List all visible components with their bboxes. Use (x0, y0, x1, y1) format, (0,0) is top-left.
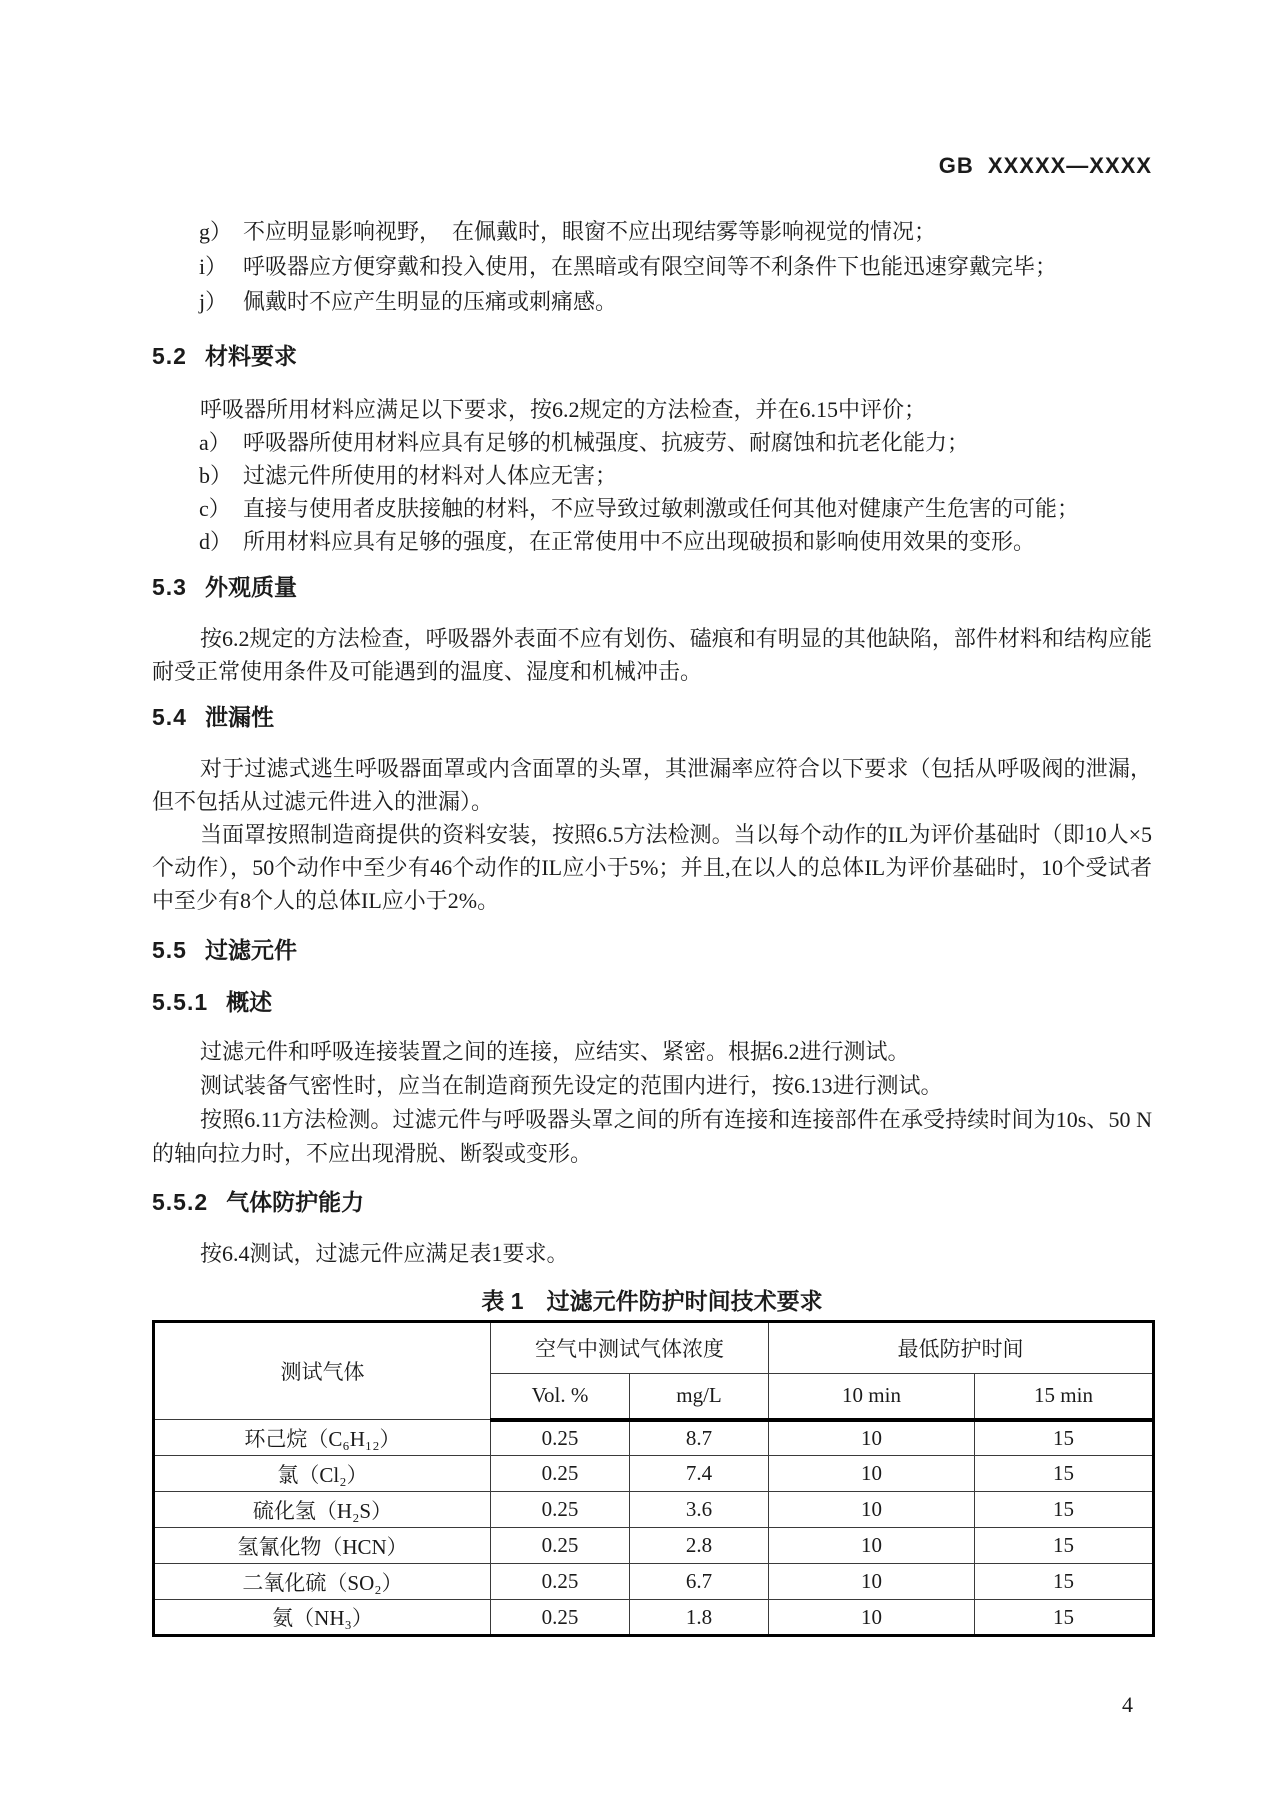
section-number: 5.3 (152, 574, 187, 600)
list-item-text: 呼吸器所使用材料应具有足够的机械强度、抗疲劳、耐腐蚀和抗老化能力； (243, 430, 970, 455)
cell-10min: 10 (769, 1600, 975, 1636)
subsection-number: 5.5.1 (152, 989, 209, 1015)
cell-volpct: 0.25 (491, 1564, 630, 1600)
section-heading-5-3 (152, 572, 1152, 602)
cell-mgl: 1.8 (630, 1600, 769, 1636)
subsection-title: 气体防护能力 (226, 1189, 365, 1215)
table-header-concentration-group: 空气中测试气体浓度 (491, 1322, 769, 1374)
cell-gas-name: 氨（NH₃） (154, 1600, 491, 1636)
preamble-clause-list (152, 214, 1152, 319)
list-item-marker: b） (199, 463, 233, 488)
list-item (152, 214, 1152, 249)
cell-15min: 15 (975, 1456, 1154, 1492)
table-header-volpct: Vol. % (491, 1374, 630, 1420)
cell-10min: 10 (769, 1564, 975, 1600)
table-header-row-groups (154, 1322, 1154, 1374)
list-item (152, 426, 1152, 459)
section-title: 外观质量 (204, 574, 297, 600)
section-number: 5.2 (152, 343, 187, 369)
table-row (154, 1456, 1154, 1492)
list-item-marker: a） (199, 430, 231, 455)
table-row (154, 1420, 1154, 1456)
table-header-10min: 10 min (769, 1374, 975, 1420)
cell-10min: 10 (769, 1420, 975, 1456)
table-caption: 表 1 过滤元件防护时间技术要求 (481, 1288, 823, 1314)
protection-time-table (152, 1320, 1155, 1637)
list-item-text: 佩戴时不应产生明显的压痛或刺痛感。 (243, 289, 618, 314)
subsection-title: 概述 (226, 989, 273, 1015)
list-item-text: 呼吸器应方便穿戴和投入使用，在黑暗或有限空间等不利条件下也能迅速穿戴完毕； (243, 254, 1058, 279)
list-item-marker: c） (199, 496, 231, 521)
list-item-text: 不应明显影响视野， 在佩戴时，眼窗不应出现结雾等影响视觉的情况； (243, 219, 937, 244)
table-row (154, 1564, 1154, 1600)
standard-code-header: GB XXXXX—XXXX (938, 153, 1152, 178)
page-number: 4 (1122, 1692, 1133, 1717)
cell-gas-name: 硫化氢（H₂S） (154, 1492, 491, 1528)
cell-volpct: 0.25 (491, 1420, 630, 1456)
cell-10min: 10 (769, 1492, 975, 1528)
list-item (152, 525, 1152, 558)
list-item (152, 284, 1152, 319)
list-item-marker: g） (199, 219, 233, 244)
subsection-heading-5-5-2 (152, 1187, 1152, 1217)
cell-10min: 10 (769, 1528, 975, 1564)
table-header-min-protection-group: 最低防护时间 (769, 1322, 1154, 1374)
list-item-text: 所用材料应具有足够的强度，在正常使用中不应出现破损和影响使用效果的变形。 (243, 529, 1036, 554)
section-heading-5-4 (152, 702, 1152, 732)
table-row (154, 1600, 1154, 1636)
material-clause-list (152, 426, 1152, 558)
list-item (152, 492, 1152, 525)
cell-gas-name: 氢氰化物（HCN） (154, 1528, 491, 1564)
cell-15min: 15 (975, 1600, 1154, 1636)
subsection-number: 5.5.2 (152, 1189, 209, 1215)
cell-volpct: 0.25 (491, 1600, 630, 1636)
table-row (154, 1528, 1154, 1564)
list-item-marker: d） (199, 529, 233, 554)
section-number: 5.4 (152, 704, 187, 730)
list-item (152, 459, 1152, 492)
paragraph: 按照6.11方法检测。过滤元件与呼吸器头罩之间的所有连接和连接部件在承受持续时间为10s、50 N 的轴向拉力时，不应出现滑脱、断裂或变形。 (152, 1107, 1152, 1166)
cell-gas-name: 二氧化硫（SO₂） (154, 1564, 491, 1600)
section-number: 5.5 (152, 937, 187, 963)
list-item-marker: i） (199, 254, 228, 279)
cell-15min: 15 (975, 1528, 1154, 1564)
paragraph: 按6.4测试，过滤元件应满足表1要求。 (200, 1241, 569, 1266)
paragraph: 对于过滤式逃生呼吸器面罩或内含面罩的头罩，其泄漏率应符合以下要求（包括从呼吸阀的泄漏，但不包括从过滤元件进入的泄漏）。 (152, 756, 1152, 814)
paragraph: 过滤元件和呼吸连接装置之间的连接，应结实、紧密。根据6.2进行测试。 (200, 1039, 910, 1064)
cell-gas-name: 氯（Cl₂） (154, 1456, 491, 1492)
list-item-text: 直接与使用者皮肤接触的材料，不应导致过敏刺激或任何其他对健康产生危害的可能； (243, 496, 1080, 521)
cell-volpct: 0.25 (491, 1528, 630, 1564)
cell-volpct: 0.25 (491, 1456, 630, 1492)
section-heading-5-2 (152, 341, 1152, 371)
list-item-text: 过滤元件所使用的材料对人体应无害； (243, 463, 618, 488)
table-header-test-gas: 测试气体 (154, 1322, 491, 1420)
section-heading-5-5 (152, 935, 1152, 965)
cell-mgl: 2.8 (630, 1528, 769, 1564)
paragraph: 测试装备气密性时，应当在制造商预先设定的范围内进行，按6.13进行测试。 (200, 1073, 943, 1098)
paragraph: 按6.2规定的方法检查，呼吸器外表面不应有划伤、磕痕和有明显的其他缺陷，部件材料和结构应能耐受正常使用条件及可能遇到的温度、湿度和机械冲击。 (152, 626, 1152, 684)
table-header-mgl: mg/L (630, 1374, 769, 1420)
cell-mgl: 6.7 (630, 1564, 769, 1600)
page-content (152, 140, 1152, 1637)
subsection-heading-5-5-1 (152, 987, 1152, 1017)
cell-15min: 15 (975, 1564, 1154, 1600)
section-title: 过滤元件 (204, 937, 297, 963)
list-item-marker: j） (199, 289, 228, 314)
table-row (154, 1492, 1154, 1528)
cell-10min: 10 (769, 1456, 975, 1492)
list-item (152, 249, 1152, 284)
table-header-15min: 15 min (975, 1374, 1154, 1420)
cell-mgl: 7.4 (630, 1456, 769, 1492)
paragraph: 当面罩按照制造商提供的资料安装，按照6.5方法检测。当以每个动作的IL为评价基础时（即10人×5个动作），50个动作中至少有46个动作的IL应小于5%；并且,在以人的总体IL为评价基础时，10个受试者中至少有8个人的总体IL应小于2%。 (152, 822, 1152, 913)
cell-15min: 15 (975, 1420, 1154, 1456)
cell-volpct: 0.25 (491, 1492, 630, 1528)
section-title: 泄漏性 (204, 704, 274, 730)
cell-gas-name: 环己烷（C₆H₁₂） (154, 1420, 491, 1456)
cell-mgl: 8.7 (630, 1420, 769, 1456)
cell-15min: 15 (975, 1492, 1154, 1528)
section-title: 材料要求 (204, 343, 297, 369)
paragraph: 呼吸器所用材料应满足以下要求，按6.2规定的方法检查，并在6.15中评价； (200, 397, 927, 422)
cell-mgl: 3.6 (630, 1492, 769, 1528)
